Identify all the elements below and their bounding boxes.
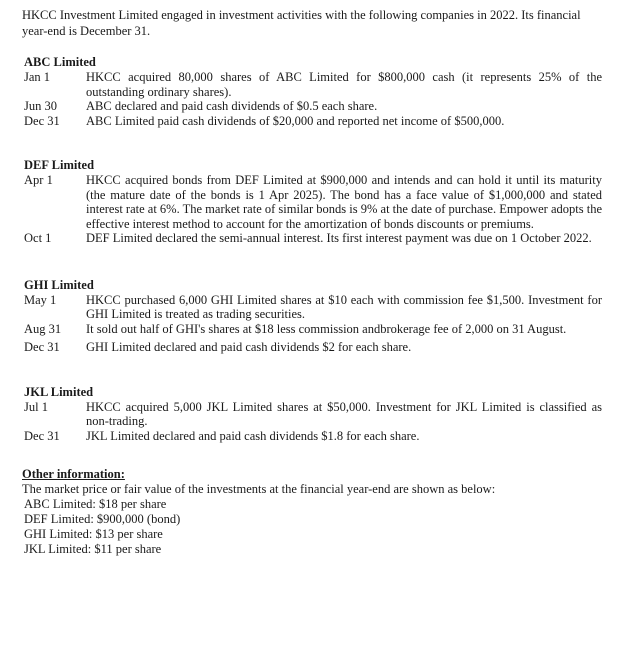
fair-value-item: ABC Limited: $18 per share [24,497,167,511]
other-information [22,467,602,557]
transaction-date: Dec 31 [24,113,60,128]
transaction-date: Jan 1 [24,70,51,84]
other-information-description: The market price or fair value of the investments at the financial year-end are shown as below: [22,482,496,496]
transaction-text: It sold out half of GHI's shares at $18 less commission andbrokerage fee of 2,000 on 31 August. [86,321,567,336]
transaction-date: Oct 1 [24,231,52,245]
intro-paragraph: HKCC Investment Limited engaged in investment activities with the following companies in 2022. Its financial year-end is December 31. [22,8,581,38]
transaction-row [22,400,602,429]
transaction-text: HKCC acquired bonds from DEF Limited at $900,000 and intends and can hold it until its maturity (the mature date of the bonds is 1 Apr 2025). The bond has a face value of $1,000,000 and stated interest rate at 6%. The market rate of similar bonds is 9% at the date of purchase. Empower adopts the effective interest method to account for the amortization of bonds discounts or premiums. [86,173,602,231]
transaction-text: ABC Limited paid cash dividends of $20,000 and reported net income of $500,000. [86,113,505,128]
section-heading: ABC Limited [24,55,96,69]
transaction-row [22,322,602,337]
transaction-date: May 1 [24,292,57,307]
section-heading: DEF Limited [24,158,95,172]
transaction-date: Dec 31 [24,340,60,354]
transaction-text: HKCC acquired 5,000 JKL Limited shares at $50,000. Investment for JKL Limited is classified as non-trading. [86,399,602,428]
transaction-text: JKL Limited declared and paid cash dividends $1.8 for each share. [86,428,420,443]
transaction-text: HKCC purchased 6,000 GHI Limited shares at $10 each with commission fee $1,500. Investment for GHI Limited is treated as trading securities. [86,292,602,321]
section-jkl [22,385,602,444]
section-def [22,158,602,246]
transaction-text: HKCC acquired 80,000 shares of ABC Limited for $800,000 cash (it represents 25% of the outstanding ordinary shares). [86,70,602,99]
transaction-date: Jun 30 [24,99,57,113]
transaction-text: GHI Limited declared and paid cash dividends $2 for each share. [86,340,412,354]
transaction-row [22,231,602,246]
document-page [22,8,602,557]
transaction-row [22,99,602,114]
other-information-title: Other information: [22,467,125,481]
transaction-text: ABC declared and paid cash dividends of $0.5 each share. [86,99,378,113]
section-abc [22,55,602,128]
transaction-row [22,293,602,322]
transaction-date: Dec 31 [24,428,60,443]
transaction-date: Aug 31 [24,321,62,336]
transaction-row [22,114,602,129]
section-heading: JKL Limited [24,384,94,399]
transaction-date: Jul 1 [24,399,48,414]
transaction-date: Apr 1 [24,173,53,187]
fair-value-item: GHI Limited: $13 per share [24,527,163,541]
section-heading: GHI Limited [24,277,94,292]
transaction-text: DEF Limited declared the semi-annual interest. Its first interest payment was due on 1 October 2022. [86,231,592,245]
transaction-row [22,340,602,355]
transaction-row [22,70,602,99]
transaction-row [22,429,602,444]
fair-value-item: JKL Limited: $11 per share [24,542,162,556]
fair-value-item: DEF Limited: $900,000 (bond) [24,512,181,526]
section-ghi [22,278,602,355]
transaction-row [22,173,602,231]
fair-value-list [24,497,602,557]
